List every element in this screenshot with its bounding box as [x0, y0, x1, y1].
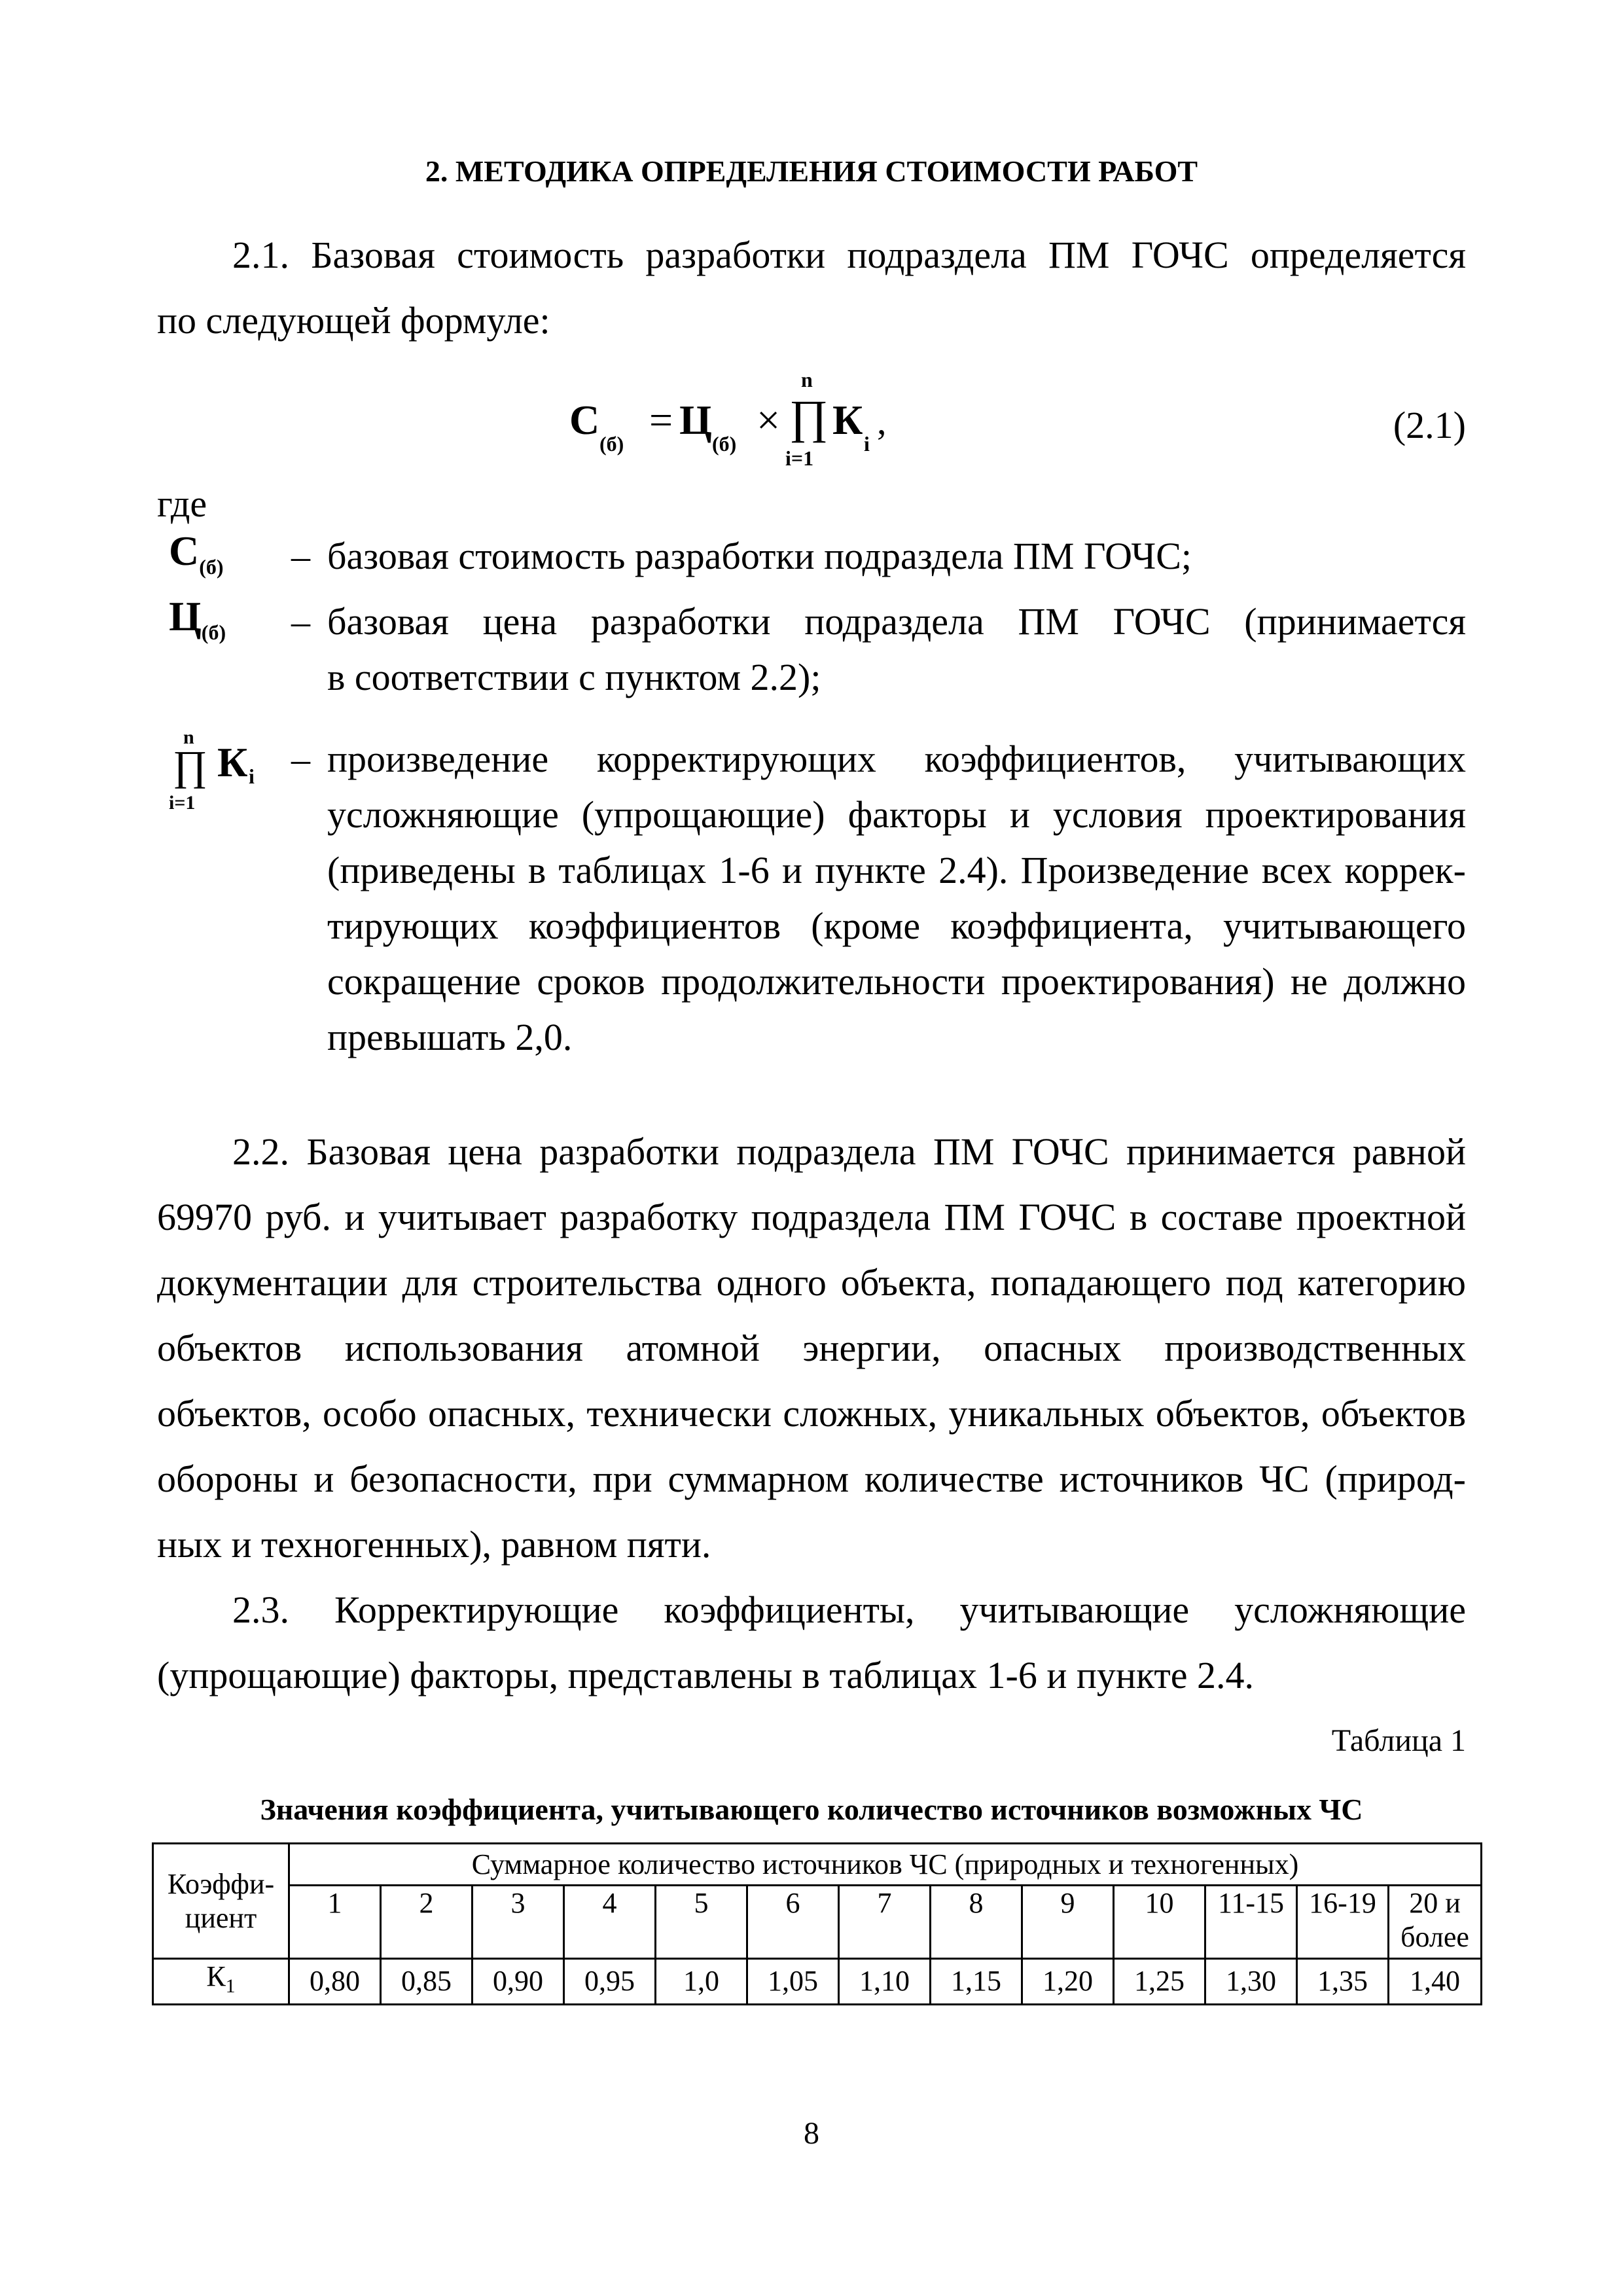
table-row-label-sub: 1: [225, 1975, 236, 1997]
definition-product-dash: –: [291, 738, 310, 780]
section-title: 2. МЕТОДИКА ОПРЕДЕЛЕНИЯ СТОИМОСТИ РАБОТ: [425, 154, 1198, 188]
definition-c-sub: (б): [199, 555, 224, 579]
table-cell: 0,80: [289, 1959, 381, 2005]
definition-product-bottom: i=1: [169, 792, 196, 814]
formula-product-bottom: i=1: [785, 446, 814, 470]
table-row-header: [153, 1844, 289, 1959]
formula-number: (2.1): [1393, 404, 1466, 446]
definition-product-text-line-1: произведение корректирующих коэффициентов, учитывающих: [327, 738, 1466, 780]
coefficient-table: [152, 1842, 1482, 2005]
paragraph-2-2-line-7: ных и техногенных), равном пяти.: [157, 1523, 711, 1566]
definition-product-text-line-2: усложняющие (упрощающие) факторы и условия проектирования: [327, 793, 1466, 836]
definition-product-k: К: [217, 739, 248, 785]
paragraph-2-1-line-2: по следующей формуле:: [157, 299, 550, 342]
definition-c-symbol: [169, 527, 300, 592]
table-column-header: 4: [564, 1886, 656, 1959]
paragraph-2-1-line-1: 2.1. Базовая стоимость разработки подраздела ПМ ГОЧС определяется: [232, 234, 1466, 276]
table-column-header: 10: [1114, 1886, 1205, 1959]
table-cell: 1,40: [1389, 1959, 1482, 2005]
table-cell: 1,15: [931, 1959, 1022, 2005]
formula-price-sub: (б): [712, 432, 737, 456]
paragraph-2-2-line-6: обороны и безопасности, при суммарном количестве источников ЧС (природ-: [157, 1458, 1466, 1500]
definition-product-icon: ∏: [173, 742, 207, 789]
paragraph-2-2-line-1: 2.2. Базовая цена разработки подраздела ПМ ГОЧС принимается равной: [232, 1130, 1466, 1173]
paragraph-2-2-line-5: объектов, особо опасных, технически сложных, уникальных объектов, объектов: [157, 1392, 1466, 1435]
definition-price-dash: –: [291, 600, 310, 643]
table-label: Таблица 1: [1331, 1723, 1466, 1758]
table-cell: 0,85: [381, 1959, 473, 2005]
table-cell: 1,20: [1022, 1959, 1114, 2005]
paragraph-2-3-line-2: (упрощающие) факторы, представлены в таблицах 1-6 и пункте 2.4.: [157, 1654, 1254, 1696]
table-column-header: 5: [656, 1886, 747, 1959]
definition-product-text-line-3: (приведены в таблицах 1-6 и пункте 2.4). Произведение всех коррек-: [327, 849, 1466, 891]
table-cell: 1,25: [1114, 1959, 1205, 2005]
definition-c-dash: –: [291, 535, 310, 577]
formula-k-sub: i: [864, 432, 870, 456]
definition-product-text-line-6: превышать 2,0.: [327, 1016, 573, 1058]
formula-equals: =: [649, 397, 673, 443]
definition-product-top: n: [183, 726, 194, 748]
definition-price-letter: Ц: [169, 593, 202, 639]
paragraph-2-2-line-4: объектов использования атомной энергии, опасных производственных: [157, 1327, 1466, 1369]
table-column-header: 8: [931, 1886, 1022, 1959]
definition-product-k-sub: i: [249, 764, 255, 788]
definition-price-symbol: [169, 592, 300, 658]
table-column-header: 20 и более: [1389, 1886, 1482, 1959]
table-row-header-line-1: Коэффи-: [167, 1867, 275, 1900]
definition-price-sub: (б): [201, 620, 226, 644]
table-header-row-2: [153, 1886, 1482, 1959]
formula-c-sub: (б): [599, 432, 624, 456]
table-header-row-1: [153, 1844, 1482, 1886]
formula-price: Ц: [679, 397, 712, 443]
definition-price-text-line-1: базовая цена разработки подраздела ПМ ГОЧС (принимается: [327, 600, 1466, 643]
definition-c-text: базовая стоимость разработки подраздела ПМ ГОЧС;: [327, 535, 1192, 577]
table-column-header: 1: [289, 1886, 381, 1959]
formula-times: ×: [757, 397, 781, 443]
table-cell: 0,90: [473, 1959, 564, 2005]
table-column-header: 3: [473, 1886, 564, 1959]
paragraph-2-2-line-2: 69970 руб. и учитывает разработку подраздела ПМ ГОЧС в составе проектной: [157, 1196, 1466, 1238]
page-number: 8: [804, 2116, 819, 2151]
table-cell: 1,35: [1297, 1959, 1389, 2005]
definition-c-letter: С: [169, 528, 200, 574]
definition-product-text-line-5: сокращение сроков продолжительности проектирования) не должно: [327, 960, 1466, 1003]
definition-product-text-line-4: тирующих коэффициентов (кроме коэффициента, учитывающего: [327, 905, 1466, 947]
formula-comma: ,: [877, 400, 887, 442]
table-row-header-line-2: циент: [185, 1901, 257, 1934]
table-column-header: 9: [1022, 1886, 1114, 1959]
table-column-header: 2: [381, 1886, 473, 1959]
table-cell: 1,05: [747, 1959, 839, 2005]
definition-product-symbol: [169, 726, 293, 831]
table-cell: 1,0: [656, 1959, 747, 2005]
where-label: где: [157, 482, 207, 525]
table-cell: 1,10: [839, 1959, 931, 2005]
table-column-header: 7: [839, 1886, 931, 1959]
table-column-header: 16-19: [1297, 1886, 1389, 1959]
product-icon: ∏: [789, 391, 829, 443]
table-row-label-letter: К: [206, 1960, 226, 1992]
table-row-label: [153, 1959, 289, 2005]
table-cell: 1,30: [1205, 1959, 1297, 2005]
paragraph-2-2-line-3: документации для строительства одного объекта, попадающего под категорию: [157, 1261, 1466, 1304]
definition-price-text-line-2: в соответствии с пунктом 2.2);: [327, 656, 821, 698]
formula-product-top: n: [801, 368, 813, 391]
formula-k: К: [832, 397, 863, 443]
table-caption: Значения коэффициента, учитывающего количество источников возможных ЧС: [260, 1793, 1363, 1826]
paragraph-2-3-line-1: 2.3. Корректирующие коэффициенты, учитывающие усложняющие: [232, 1588, 1466, 1631]
formula-c: С: [569, 397, 600, 443]
table-column-header: 11-15: [1205, 1886, 1297, 1959]
table-cell: 0,95: [564, 1959, 656, 2005]
table-column-header: 6: [747, 1886, 839, 1959]
table-row: [153, 1959, 1482, 2005]
table-group-header: Суммарное количество источников ЧС (природных и техногенных): [289, 1844, 1482, 1886]
formula-2-1: [569, 367, 910, 484]
